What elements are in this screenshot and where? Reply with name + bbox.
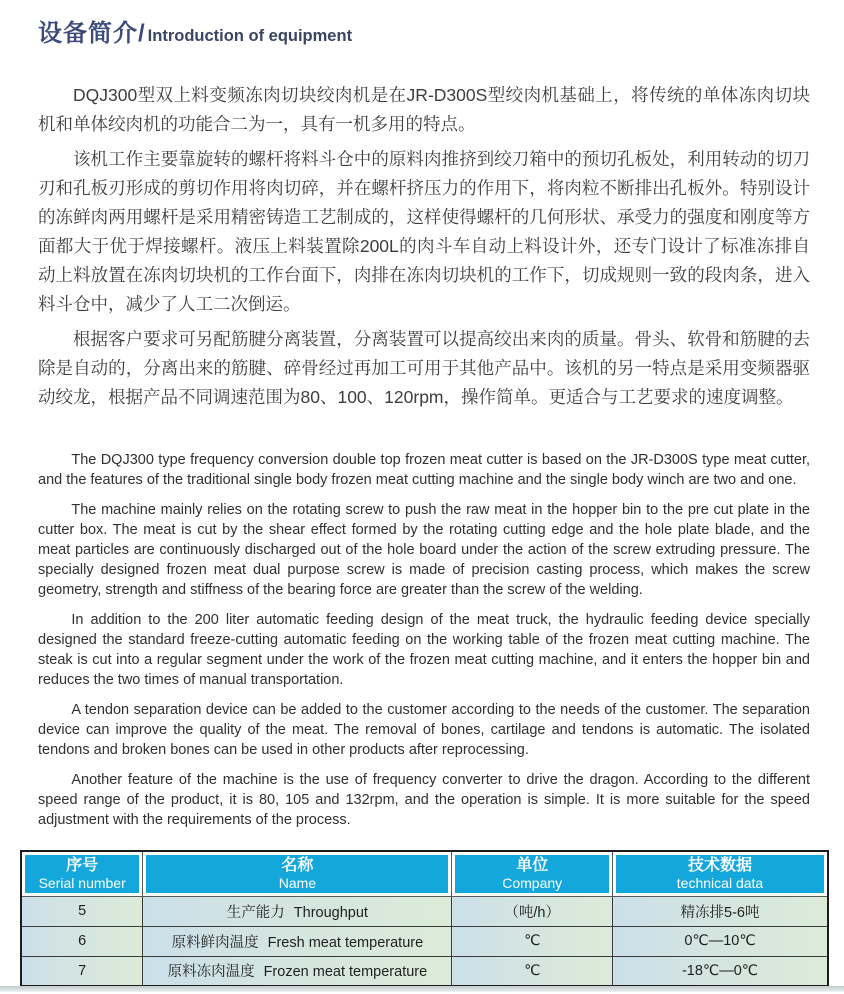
technical-data-table <box>20 850 829 987</box>
header-name-zh: 名称 <box>281 856 314 874</box>
cell-unit: （吨/h） <box>452 896 613 926</box>
english-intro-section <box>38 450 810 830</box>
en-paragraph-2: The machine mainly relies on the rotating screw to push the raw meat in the hopper bin to the pre cut plate in the cutter box. The meat is cut by the shear effect formed by the rotating cutting edge and the hole plate blade, and the meat particles are continuously discharged out of the hole board under the action of the screw extruding pressure. The specially designed frozen meat dual purpose screw is made of precision casting process, which makes the screw geometry, strength and stiffness of the bearing force are greater than the screw of the welding. <box>38 502 810 598</box>
cell-name-zh: 生产能力 <box>226 904 285 921</box>
cell-serial: 7 <box>21 956 143 986</box>
header-technical-data <box>613 851 829 896</box>
header-name <box>143 851 452 896</box>
table-row <box>21 896 828 926</box>
cell-unit: ℃ <box>452 926 613 956</box>
header-data-zh: 技术数据 <box>687 856 752 874</box>
table-row <box>21 956 828 986</box>
page-title-zh: 设备简介/ <box>38 20 146 47</box>
en-paragraph-4: A tendon separation device can be added to the customer according to the needs of the customer. The separation device can improve the quality of the meat. The removal of bones, cartilage and tendons is automatic. The isolated tendons and broken bones can be used in other products after reprocessing. <box>38 702 810 758</box>
cell-value: -18℃—0℃ <box>613 956 829 986</box>
cn-paragraph-1: DQJ300型双上料变频冻肉切块绞肉机是在JR-D300S型绞肉机基础上，将传统的单体冻肉切块机和单体绞肉机的功能合二为一，具有一机多用的特点。 <box>38 85 810 134</box>
header-unit-zh: 单位 <box>516 856 549 874</box>
cell-serial: 6 <box>21 926 143 956</box>
table-row <box>21 926 828 956</box>
cell-name-zh: 原料鲜肉温度 <box>171 934 259 951</box>
cn-paragraph-2: 该机工作主要靠旋转的螺杆将料斗仓中的原料肉推挤到绞刀箱中的预切孔板处，利用转动的切刀刃和孔板刃形成的剪切作用将肉切碎，并在螺杆挤压力的作用下，将肉粒不断排出孔板外。特别设计的冻鲜肉两用螺杆是采用精密铸造工艺制成的，这样使得螺杆的几何形状、承受力的强度和刚度等方面都大于优于焊接螺杆。液压上料装置除200L的肉斗车自动上料设计外，还专门设计了标准冻排自动上料放置在冻肉切块机的工作台面下，肉排在冻肉切块机的工作下，切成规则一致的段肉条，进入料斗仓中，减少了人工二次倒运。 <box>38 149 810 314</box>
cell-name-en: Throughput <box>293 904 368 921</box>
en-paragraph-3: In addition to the 200 liter automatic feeding design of the meat truck, the hydraulic feeding device specially designed the standard freeze-cutting automatic feeding on the working table of the frozen meat cutting machine. The steak is cut into a regular segment under the work of the frozen meat cutting machine, and it enters the hopper bin and reduces the two times of manual transportation. <box>38 612 810 688</box>
page-title <box>38 12 810 54</box>
cell-name <box>143 956 452 986</box>
page-bottom-shadow <box>0 986 844 992</box>
cell-unit: ℃ <box>452 956 613 986</box>
cell-value: 0℃—10℃ <box>613 926 829 956</box>
cell-name-zh: 原料冻肉温度 <box>167 964 255 981</box>
en-paragraph-1: The DQJ300 type frequency conversion double top frozen meat cutter is based on the JR-D300S type meat cutter, and the features of the traditional single body frozen meat cutting machine and the single body winch are two and one. <box>38 452 810 488</box>
cell-value: 精冻排5-6吨 <box>613 896 829 926</box>
header-serial-number <box>21 851 143 896</box>
chinese-intro-section <box>38 81 810 412</box>
header-unit-en: Company <box>502 874 563 891</box>
cell-serial: 5 <box>21 896 143 926</box>
cn-paragraph-3: 根据客户要求可另配筋腱分离装置，分离装置可以提高绞出来肉的质量。骨头、软骨和筋腱的去除是自动的，分离出来的筋腱、碎骨经过再加工可用于其他产品中。该机的另一特点是采用变频器驱动绞龙，根据产品不同调速范围为80、100、120rpm，操作简单。更适合与工艺要求的速度调整。 <box>38 329 810 407</box>
cell-name <box>143 896 452 926</box>
header-name-en: Name <box>278 874 317 891</box>
cell-name <box>143 926 452 956</box>
header-data-en: technical data <box>676 874 764 891</box>
header-unit <box>452 851 613 896</box>
table-header-row <box>21 851 828 896</box>
cell-name-en: Fresh meat temperature <box>267 934 424 951</box>
header-serial-en: Serial number <box>38 874 126 891</box>
en-paragraph-5: Another feature of the machine is the use of frequency converter to drive the dragon. According to the different speed range of the product, it is 80, 105 and 132rpm, and the operation is simple. It is more suitable for the speed adjustment with the requirements of the process. <box>38 772 810 828</box>
header-serial-zh: 序号 <box>66 856 99 874</box>
page-title-en: Introduction of equipment <box>147 27 353 45</box>
cell-name-en: Frozen meat temperature <box>263 964 428 981</box>
